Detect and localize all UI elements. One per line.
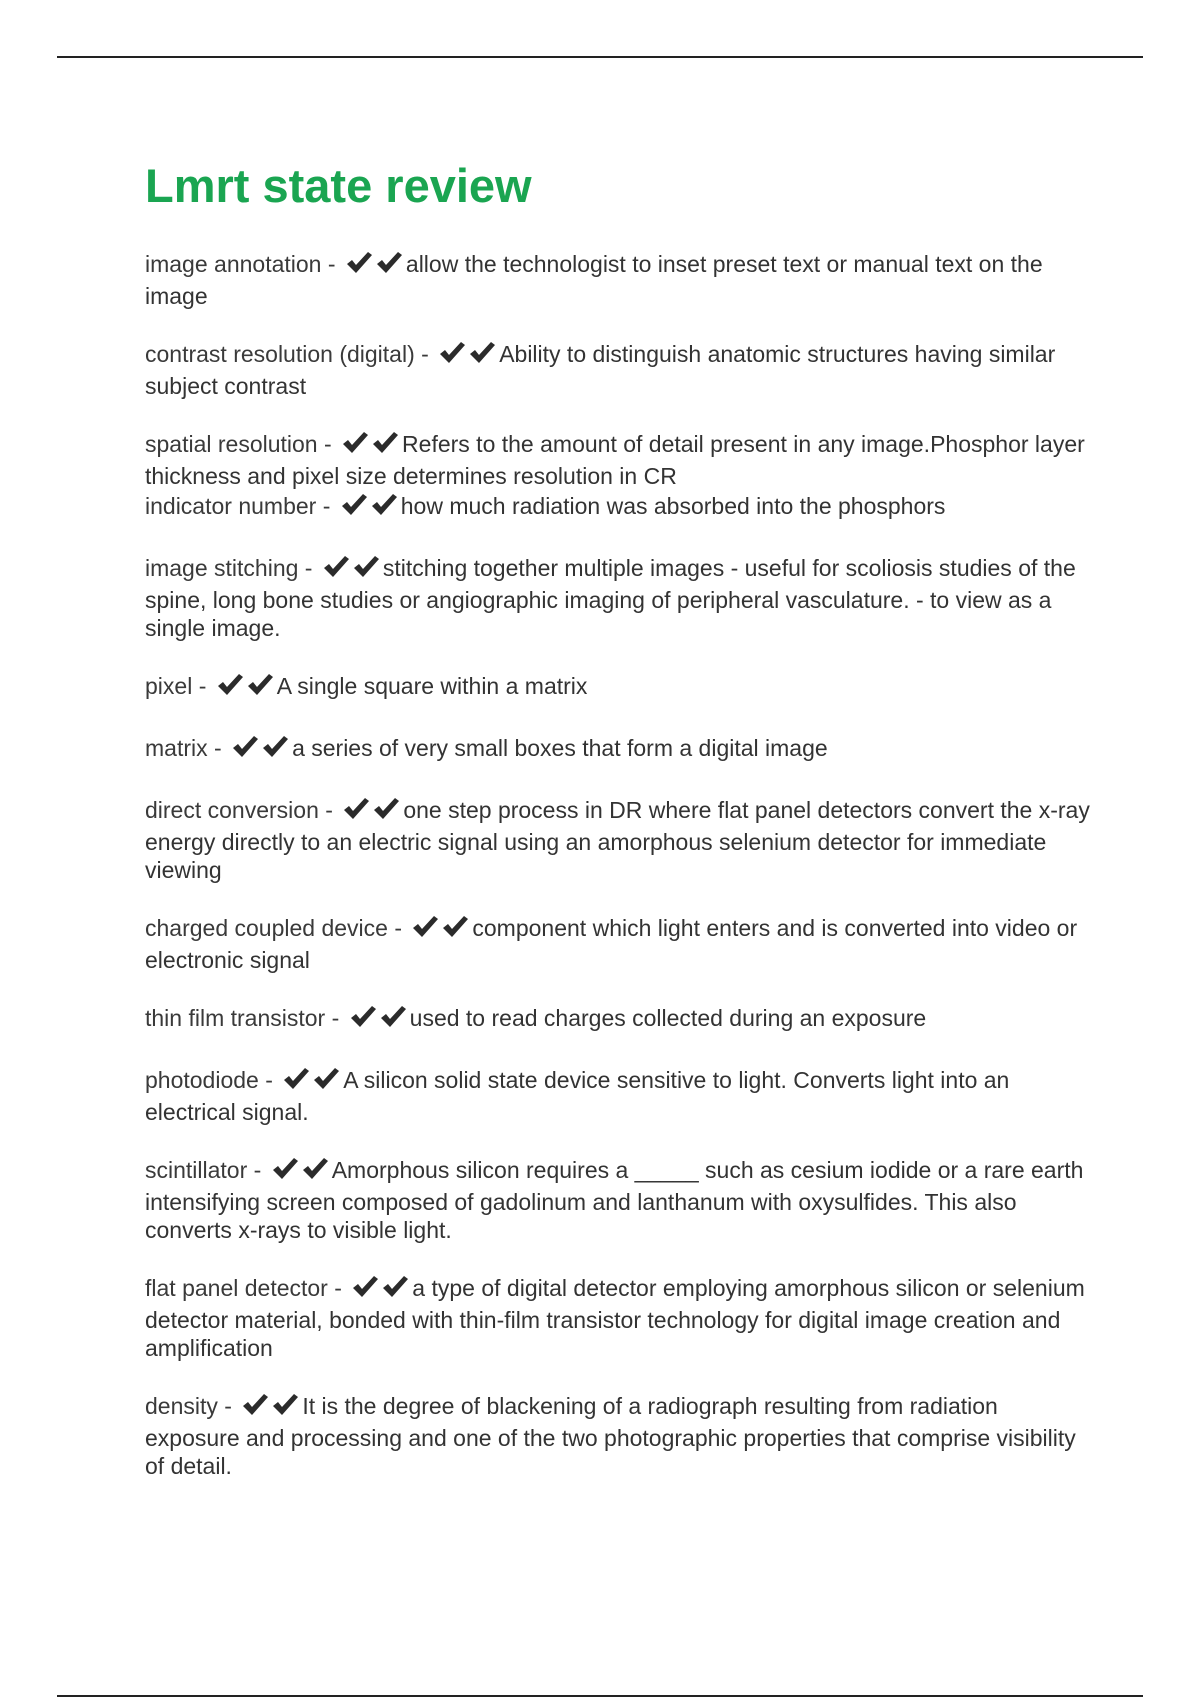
list-item	[145, 1066, 1095, 1126]
entry-term: thin film transistor -	[145, 1005, 340, 1031]
entry-term: density -	[145, 1393, 232, 1419]
list-item	[145, 340, 1095, 400]
checkmark-icon	[240, 1392, 270, 1418]
checkmark-icon	[467, 340, 497, 366]
entry-term: scintillator -	[145, 1157, 262, 1183]
checkmark-icon	[350, 1274, 380, 1300]
checkmark-icon	[371, 796, 401, 822]
checkmark-icon	[374, 250, 404, 276]
entry-term: spatial resolution -	[145, 431, 332, 457]
entry-definition: A silicon solid state device sensitive to light. Converts light into an electrical signal.	[145, 1067, 1010, 1125]
entry-definition: Ability to distinguish anatomic structures having similar subject contrast	[145, 341, 1056, 399]
checkmark-icon	[380, 1274, 410, 1300]
double-check-icons	[410, 914, 470, 946]
entry-term: contrast resolution (digital) -	[145, 341, 429, 367]
checkmark-icon	[311, 1066, 341, 1092]
entry-definition: component which light enters and is converted into video or electronic signal	[145, 915, 1078, 973]
list-item	[145, 1156, 1095, 1244]
checkmark-icon	[300, 1156, 330, 1182]
list-item	[145, 672, 1095, 704]
double-check-icons	[437, 340, 497, 372]
checkmark-icon	[215, 672, 245, 698]
list-item	[145, 492, 1095, 524]
list-item	[145, 1274, 1095, 1362]
double-check-icons	[270, 1156, 330, 1188]
double-check-icons	[340, 430, 400, 462]
list-item	[145, 554, 1095, 642]
entry-term: direct conversion -	[145, 797, 333, 823]
entry-definition: It is the degree of blackening of a radiograph resulting from radiation exposure and processing and one of the two photographic properties that comprise visibility of detail.	[145, 1393, 1076, 1479]
entry-term: matrix -	[145, 735, 222, 761]
double-check-icons	[341, 796, 401, 828]
checkmark-icon	[437, 340, 467, 366]
entry-definition: allow the technologist to inset preset text or manual text on the image	[145, 251, 1043, 309]
double-check-icons	[240, 1392, 300, 1424]
entry-definition: Refers to the amount of detail present in any image.Phosphor layer thickness and pixel size determines resolution in CR	[145, 431, 1085, 489]
double-check-icons	[344, 250, 404, 282]
double-check-icons	[339, 492, 399, 524]
checkmark-icon	[339, 492, 369, 518]
checkmark-icon	[369, 492, 399, 518]
double-check-icons	[230, 734, 290, 766]
double-check-icons	[348, 1004, 408, 1036]
checkmark-icon	[340, 430, 370, 456]
double-check-icons	[321, 554, 381, 586]
entry-term: indicator number -	[145, 493, 331, 519]
entry-definition: used to read charges collected during an exposure	[409, 1005, 927, 1031]
checkmark-icon	[281, 1066, 311, 1092]
checkmark-icon	[245, 672, 275, 698]
list-item	[145, 914, 1095, 974]
checkmark-icon	[370, 430, 400, 456]
checkmark-icon	[230, 734, 260, 760]
bottom-rule	[57, 1695, 1143, 1697]
double-check-icons	[350, 1274, 410, 1306]
entry-definition: Amorphous silicon requires a _____ such as cesium iodide or a rare earth intensifying screen composed of gadolinum and lanthanum with oxysulfides. This also converts x-rays to visible light.	[145, 1157, 1084, 1243]
checkmark-icon	[260, 734, 290, 760]
entry-definition: a type of digital detector employing amorphous silicon or selenium detector material, bonded with thin-film transistor technology for digital image creation and amplification	[145, 1275, 1085, 1361]
entry-term: photodiode -	[145, 1067, 273, 1093]
double-check-icons	[215, 672, 275, 704]
list-item	[145, 250, 1095, 310]
list-item	[145, 1004, 1095, 1036]
top-rule	[57, 56, 1143, 58]
entry-definition: a series of very small boxes that form a digital image	[292, 735, 828, 761]
checkmark-icon	[321, 554, 351, 580]
checkmark-icon	[344, 250, 374, 276]
double-check-icons	[281, 1066, 341, 1098]
entry-term: charged coupled device -	[145, 915, 402, 941]
list-item	[145, 1392, 1095, 1480]
entry-definition: how much radiation was absorbed into the phosphors	[400, 493, 946, 519]
entry-term: image annotation -	[145, 251, 336, 277]
entry-definition: one step process in DR where flat panel detectors convert the x-ray energy directly to an electric signal using an amorphous selenium detector for immediate viewing	[145, 797, 1090, 883]
entry-term: pixel -	[145, 673, 207, 699]
entry-term: image stitching -	[145, 555, 313, 581]
list-item	[145, 734, 1095, 766]
checkmark-icon	[270, 1392, 300, 1418]
checkmark-icon	[341, 796, 371, 822]
page-title: Lmrt state review	[145, 159, 532, 212]
checkmark-icon	[378, 1004, 408, 1030]
checkmark-icon	[440, 914, 470, 940]
entry-term: flat panel detector -	[145, 1275, 342, 1301]
checkmark-icon	[348, 1004, 378, 1030]
document-body	[145, 158, 1095, 1510]
checkmark-icon	[410, 914, 440, 940]
entry-definition: stitching together multiple images - useful for scoliosis studies of the spine, long bone studies or angiographic imaging of peripheral vasculature. - to view as a single image.	[145, 555, 1076, 641]
list-item	[145, 430, 1095, 490]
checkmark-icon	[351, 554, 381, 580]
entry-definition: A single square within a matrix	[276, 673, 588, 699]
list-item	[145, 796, 1095, 884]
checkmark-icon	[270, 1156, 300, 1182]
